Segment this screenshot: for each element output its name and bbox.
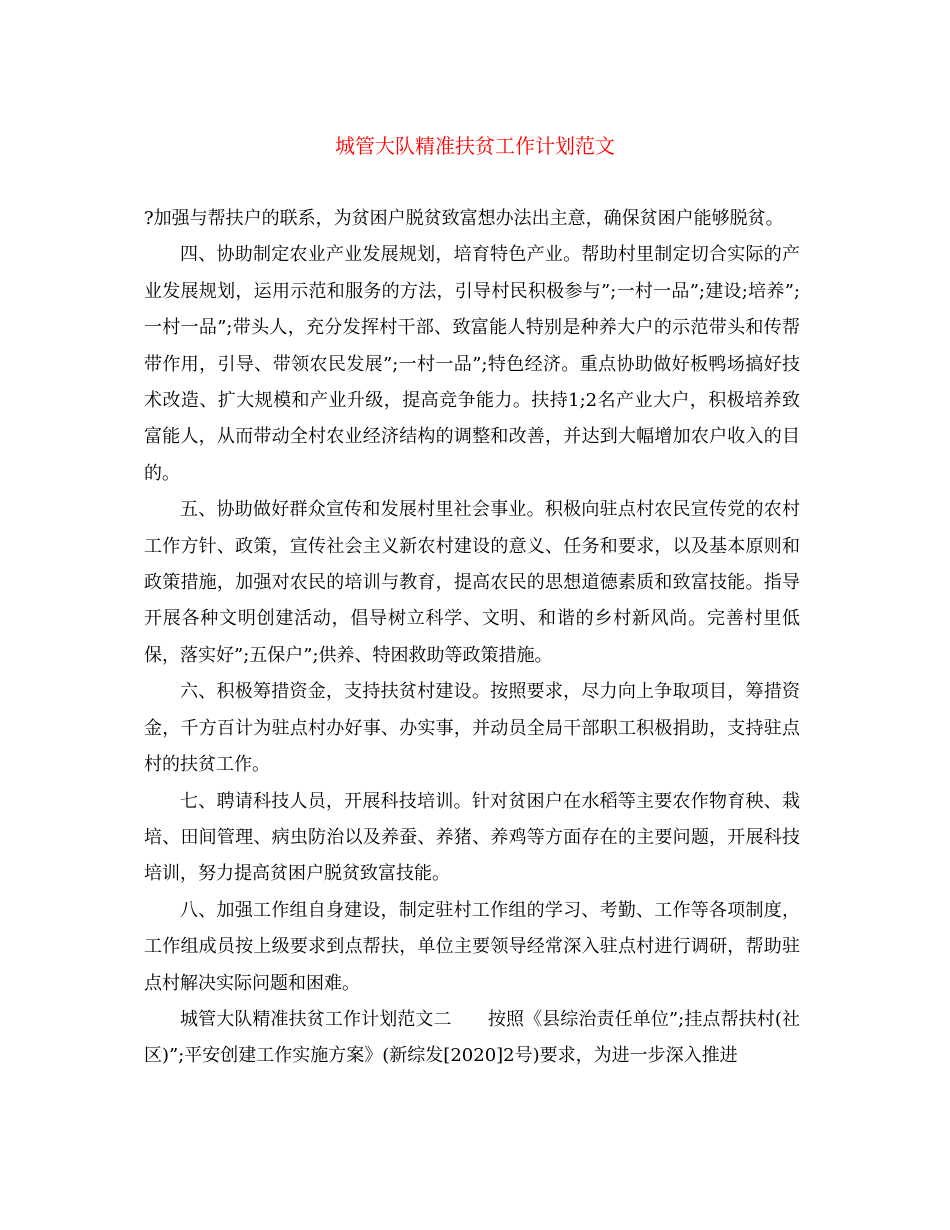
paragraph: ?加强与帮扶户的联系，为贫困户脱贫致富想办法出主意，确保贫困户能够脱贫。 [144,208,784,229]
paragraph: 五、协助做好群众宣传和发展村里社会事业。积极向驻点村农民宣传党的农村工作方针、政策，宣传社会主义新农村建设的意义、任务和要求，以及基本原则和政策措施，加强对农民的培训与教育，提高农民的思想道德素质和致富技能。指导开展各种文明创建活动，倡导树立科学、文明、和谐的乡村新风尚。完善村里低保，落实好”;五保户”;供养、特困救助等政策措施。 [144,499,800,666]
paragraph: 七、聘请科技人员，开展科技培训。针对贫困户在水稻等主要农作物育秧、栽培、田间管理、病虫防治以及养蚕、养猪、养鸡等方面存在的主要问题，开展科技培训，努力提高贫困户脱贫致富技能。 [144,790,800,885]
paragraph: 六、积极筹措资金，支持扶贫村建设。按照要求，尽力向上争取项目，筹措资金，千方百计为驻点村办好事、办实事，并动员全局干部职工积极捐助，支持驻点村的扶贫工作。 [144,681,800,776]
document-body [144,201,800,1075]
paragraph: 八、加强工作组自身建设，制定驻村工作组的学习、考勤、工作等各项制度，工作组成员按上级要求到点帮扶，单位主要领导经常深入驻点村进行调研，帮助驻点村解决实际问题和困难。 [144,899,800,994]
paragraph: 四、协助制定农业产业发展规划，培育特色产业。帮助村里制定切合实际的产业发展规划，运用示范和服务的方法，引导村民积极参与”;一村一品”;建设;培养”;一村一品”;带头人，充分发挥村干部、致富能人特别是种养大户的示范带头和传帮带作用，引导、带领农民发展”;一村一品”;特色经济。重点协助做好板鸭场搞好技术改造、扩大规模和产业升级，提高竞争能力。扶持1;2名产业大户，积极培养致富能人，从而带动全村农业经济结构的调整和改善，并达到大幅增加农户收入的目的。 [144,244,800,484]
paragraph: 城管大队精准扶贫工作计划范文二 按照《县综治责任单位”;挂点帮扶村(社区)”;平安创建工作实施方案》(新综发[2020]2号)要求，为进一步深入推进 [144,1008,800,1067]
document-title: 城管大队精准扶贫工作计划范文 [335,134,615,158]
